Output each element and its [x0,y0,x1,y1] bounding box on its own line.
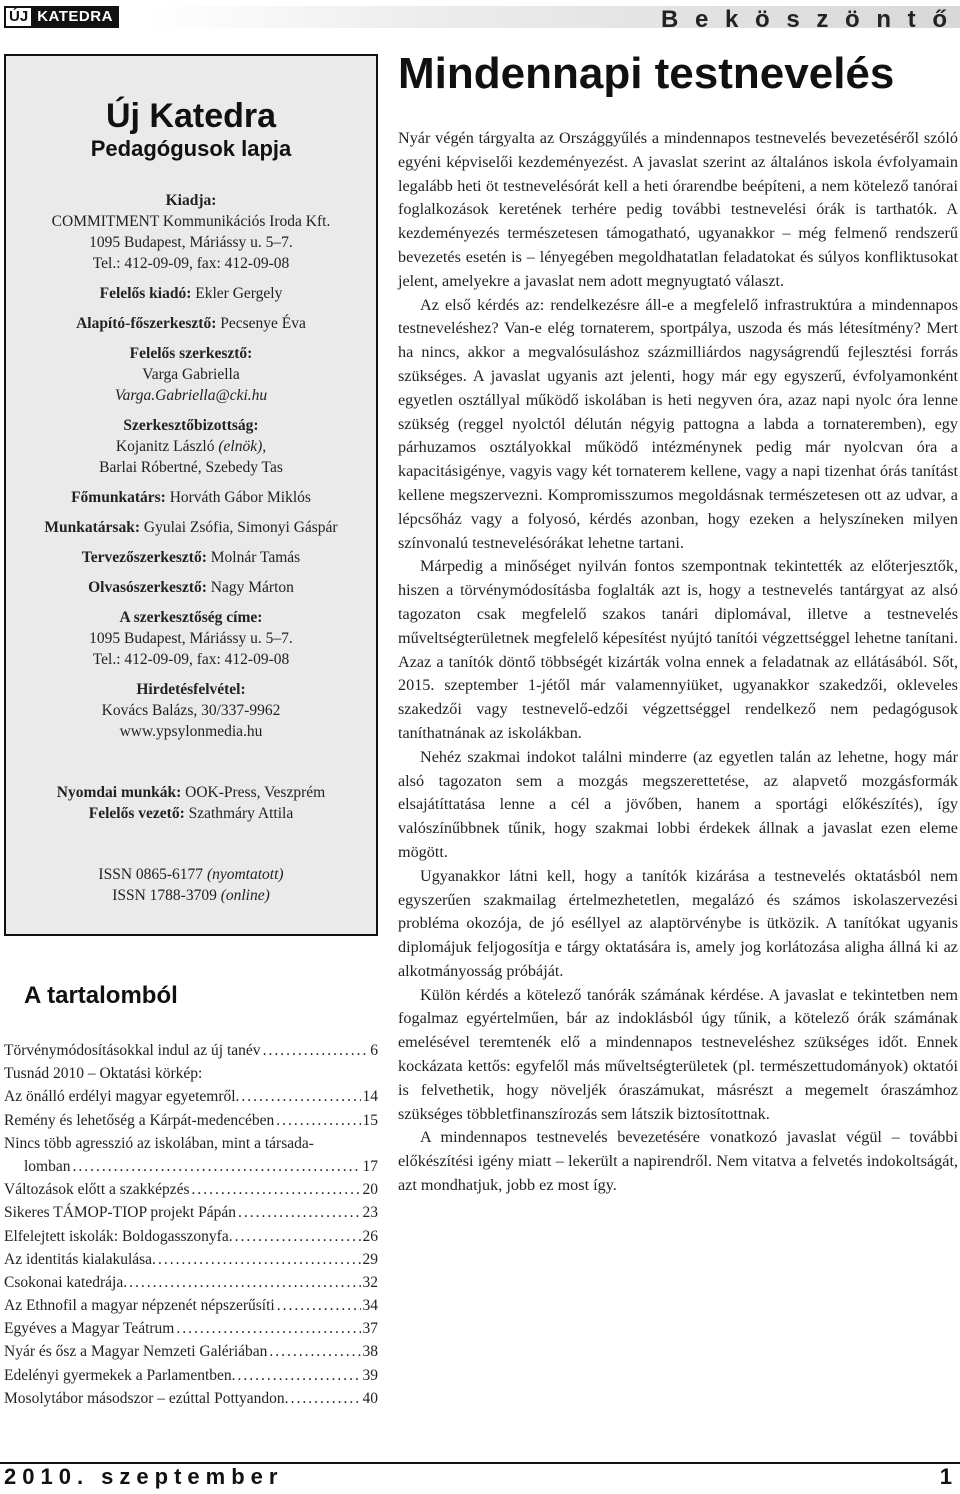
proof-editor [6,577,376,598]
ads-label: Hirdetésfelvétel: [136,681,246,698]
contents-list [4,1042,378,1413]
contents-leader-dots [277,1297,361,1315]
issn-online-number: ISSN 1788-3709 [112,887,217,904]
article-paragraph: Márpedig a minőséget nyilván fontos szempontnak tekintették az előterjesztők, hiszen a törvénymódosításba foglalták azt is, hogy a testnevelés tantárgyat az alsó tagozaton csak megfelelő szakos tanári diplomával, illetve a testnevelés műveltségterületnek megfelelő képesítést nyújtó tanítói végzettséggel lehetne tanítani. Azaz a tanítók döntő többségét kizárták volna ennek a feladatnak az ellátásából. Sőt, 2015. szeptember 1-jétől már valamennyiüket, ugyanakkor szakedzői, okleveles szakedzői vagy testnevelő-edzői végzettséggel rendelkező nem pedagógusok taníthatnának az iskolákban. [398,557,958,742]
contents-item-title: Az önálló erdélyi magyar egyetemről. [4,1088,240,1106]
contributors [6,517,376,538]
board-chair-name: Kojanitz László [115,438,215,455]
design-editor-label: Tervezőszerkesztő: [81,549,207,566]
ads-web[interactable]: www.ypsylonmedia.hu [119,723,263,740]
article-paragraph: A mindennapos testnevelés bevezetésére vonatkozó javaslat végül – további előkészítési igény miatt – lekerült a napirendről. Nem vitatva a felvetés indokoltságát, azt mondhatjuk, jobb ez most így. [398,1128,958,1195]
contents-leader-dots [291,1390,361,1408]
office-label: A szerkesztőség címe: [119,609,263,626]
responsible-editor-name: Varga Gabriella [142,366,240,383]
print-manager-line [6,803,376,824]
contents-item-title: Mosolytábor másodszor – ezúttal Pottyandon. [4,1389,289,1407]
contents-leader-dots [241,1088,360,1106]
contents-item-title: Nyár és ősz a Magyar Nemzeti Galériában [4,1343,268,1361]
contents-item[interactable] [4,1204,378,1227]
article-title: Mindennapi testnevelés [398,49,895,98]
contents-item[interactable] [4,1158,378,1181]
article-paragraph: Ugyanakkor látni kell, hogy a tanítók kizárása a testnevelés oktatásból nem egyszerűen szakmailag értelmezhetetlen, megalázó és számos iskolaszervezési probléma okozója, de jó eséllyel az alaptörvénybe is ütközik. A tanítókat ugyanis diplomájuk feljogosítja e tárgy oktatására is, amely jog korlátozása aligha állná ki az alkotmányosság próbáját. [398,866,958,980]
contributors-label: Munkatársak: [44,519,140,536]
contents-item[interactable] [4,1251,378,1274]
contents-leader-dots [269,1343,360,1361]
contents-item-page: 40 [362,1389,378,1407]
contents-leader-dots [73,1158,361,1176]
issn-print-note: (nyomtatott) [206,866,284,883]
section-label: B e k ö s z ö n t ő [660,6,952,33]
responsible-publisher [6,283,376,304]
contents-item-page: 37 [362,1320,378,1338]
contents-item[interactable] [4,1112,378,1135]
contents-item[interactable] [4,1042,378,1065]
contents-leader-dots [158,1251,361,1269]
design-editor-name: Molnár Tamás [210,549,301,566]
contents-item-title: Nincs több agresszió az iskolában, mint a társada- [4,1134,314,1152]
contents-item-title: lomban [24,1157,71,1175]
contents-item-page: 39 [362,1366,378,1384]
contents-item[interactable] [4,1065,378,1088]
print-label: Nyomdai munkák: [56,784,182,801]
responsible-publisher-name: Ekler Gergely [195,285,283,302]
contents-leader-dots [129,1274,360,1292]
contents-leader-dots [235,1228,361,1246]
contents-item-title: Változások előtt a szakképzés [4,1181,190,1199]
contents-item-title: Egyéves a Magyar Teátrum [4,1320,175,1338]
contents-item-page: 26 [362,1227,378,1245]
contents-leader-dots [238,1204,360,1222]
chief-contributor-name: Horváth Gábor Miklós [169,489,311,506]
article-paragraph: Az első kérdés az: rendelkezésre áll-e a megfelelő infrastruktúra a mindennapos testneveléshez? Van-e elég tornaterem, sportpálya, uszoda és más létesítmény? Mert ha nincs, akkor a megvalósuláshoz százmilliárdos nagyságrendű fejlesztési forrás szükséges. A javaslat ugyanis azt jelenti, hogy már egy egyszerű, évfolyamonként egyetlen osztállyal működő iskolában is heti negyven óra, azaz napi nyolc óra lenne szükség (reggel nyolctól délután négyig pattogna a labda a tornateremben), egy párhuzamos osztályokkal működő intézménynek pedig már nyolcvan óra a kapacitásigénye, vagyis vagy két tornaterem kellene, vagy a napi tizenhat órás tanítást kellene megszervezni. Kompromisszumos megoldásnak természetesen ott az udvar, a lépcsőház vagy a folyosó, kérdés azonban, hogy ezeken a helyszíneken milyen színvonalú testnevelésórákat lehetne tartani. [398,295,958,552]
article-body [398,127,958,1198]
board-chair-role: (elnök), [218,438,267,455]
editorial-board-label: Szerkesztőbizottság: [123,417,259,434]
contents-item[interactable] [4,1228,378,1251]
contents-item[interactable] [4,1320,378,1343]
issn-online-note: (online) [220,887,270,904]
contents-item-page: 32 [362,1273,378,1291]
contents-leader-dots [192,1181,361,1199]
contents-leader-dots [263,1042,369,1060]
contents-item[interactable] [4,1274,378,1297]
publisher-label: Kiadja: [165,192,217,209]
print-manager-name: Szathmáry Attila [188,805,294,822]
publisher-name: COMMITMENT Kommunikációs Iroda Kft. [51,213,331,230]
advertising [6,679,376,742]
contents-leader-dots [276,1112,360,1130]
print-line [6,782,376,803]
printing [6,782,376,824]
page-number: 1 [939,1464,952,1489]
chief-contributor-label: Főmunkatárs: [71,489,166,506]
logo-katedra: KATEDRA [31,6,119,28]
founding-editor-name: Pecsenye Éva [220,315,306,332]
founding-editor [6,313,376,334]
issn-print [6,864,376,885]
contents-item-title: Edelényi gyermekek a Parlamentben. [4,1366,236,1384]
editorial-board-line2: Barlai Róbertné, Szebedy Tas [99,459,283,476]
magazine-subtitle: Pedagógusok lapja [90,136,292,161]
responsible-editor-label: Felelős szerkesztő: [129,345,253,362]
contents-item[interactable] [4,1297,378,1320]
contents-item-page: 23 [362,1204,378,1222]
print-value: OOK-Press, Veszprém [185,784,326,801]
contents-item-page: 17 [362,1157,378,1175]
contents-item[interactable] [4,1088,378,1111]
contents-leader-dots [176,1320,360,1338]
print-manager-label: Felelős vezető: [88,805,185,822]
contents-item-title: Csokonai katedrája. [4,1273,128,1291]
contents-item-title: Remény és lehetőség a Kárpát-medencében [4,1111,275,1129]
responsible-editor-email[interactable]: Varga.Gabriella@cki.hu [114,387,268,404]
contents-item-title: Törvénymódosításokkal indul az új tanév [4,1042,261,1059]
header-bar [148,6,960,33]
contents-leader-dots [238,1367,361,1385]
publisher-address: 1095 Budapest, Máriássy u. 5–7. [89,234,293,251]
footer-date: 2010. szeptember [4,1464,284,1489]
contents-item-title: Sikeres TÁMOP-TIOP projekt Pápán [4,1204,237,1222]
contents-item-page: 34 [362,1297,378,1315]
contents-item-page: 29 [362,1250,378,1268]
office-address: 1095 Budapest, Máriássy u. 5–7. [89,630,293,647]
contents-item[interactable] [4,1181,378,1204]
contents-item-page: 6 [370,1042,378,1059]
contents-item[interactable] [4,1343,378,1366]
contents-item-page: 38 [362,1343,378,1361]
contents-item[interactable] [4,1135,378,1158]
responsible-editor-block [6,343,376,406]
editorial-board [6,415,376,478]
contents-item-title: Az identitás kialakulása. [4,1250,156,1268]
ads-contact: Kovács Balázs, 30/337-9962 [101,702,281,719]
design-editor [6,547,376,568]
issn-online [6,885,376,906]
responsible-publisher-label: Felelős kiadó: [99,285,192,302]
page-header [0,0,960,34]
contents-item-title: Az Ethnofil a magyar népzenét népszerűsíti [4,1297,275,1315]
contents-item[interactable] [4,1367,378,1390]
logo-uj: ÚJ [4,6,31,28]
contents-item-title: Elfelejtett iskolák: Boldogasszonyfa. [4,1227,233,1245]
chief-contributor [6,487,376,508]
magazine-logo [4,6,119,28]
contributors-names: Gyulai Zsófia, Simonyi Gáspár [143,519,338,536]
article-paragraph: Nyár végén tárgyalta az Országgyűlés a mindennapos testnevelés bevezetéséről szóló egyéni képviselői kezdeményezést. A javaslat szerint az általános iskola évfolyamain legalább heti öt testnevelésórát kell a heti órarendbe beépíteni, a nem kötelező tanórai foglalkozások keretének terhére pedig további testnevelési órák is tarthatók. A kezdeményezés természetesen támogatható, ugyanakkor – még felmenő rendszerű bevezetés esetén is – lényegében megoldhatatlan feladatokat és súlyos konfliktusokat jelent, amelyekre a javaslat nem adott megnyugtató választ. [398,129,958,290]
article-paragraph: Külön kérdés a kötelező tanórák számának kérdése. A javaslat e tekintetben nem fogalmaz egyértelműen, bár az indoklásból úgy tűnik, a kötelező órák számának emelésével teremtenék elő a mindennapos testneveléshez szükséges időt. Ennek kockázata kettős: egyfelől más műveltségterületek (pl. természettudományok) oktatói is felvethetik, hogy növeljék óraszámukat, másrészt a megemelt óraszámhoz szükséges többletfinanszírozás sem látszik biztosítottnak. [398,985,958,1123]
proof-editor-label: Olvasószerkesztő: [88,579,207,596]
contents-item-title: Tusnád 2010 – Oktatási körkép: [4,1065,203,1083]
editorial-board-line1 [6,436,376,457]
magazine-title: Új Katedra [105,97,277,135]
contents-item-page: 14 [362,1088,378,1106]
contents-item[interactable] [4,1390,378,1413]
publisher-block [6,190,376,274]
issn-print-number: ISSN 0865-6177 [98,866,204,883]
article-paragraph: Nehéz szakmai indokot találni minderre (az egyetlen talán az lehetne, hogy már alsó tagozaton sem a mozgás megszerettetése, az alapvető mozgásformák elsajátíttatása lenne a cél a jövőben, hanem a sportági előkészítés), így valószínűbbnek tűnik, hogy szakmai lobbi érdekek állnak a javaslat ezen eleme mögött. [398,747,958,861]
contents-heading: A tartalomból [24,982,178,1009]
contents-item-page: 20 [362,1181,378,1199]
founding-editor-label: Alapító-főszerkesztő: [76,315,217,332]
issn-block [6,864,376,906]
contents-item-page: 15 [362,1111,378,1129]
publisher-phone: Tel.: 412-09-09, fax: 412-09-08 [92,255,290,272]
imprint-box [4,54,378,936]
editorial-office [6,607,376,670]
office-phone: Tel.: 412-09-09, fax: 412-09-08 [92,651,290,668]
proof-editor-name: Nagy Márton [210,579,294,596]
